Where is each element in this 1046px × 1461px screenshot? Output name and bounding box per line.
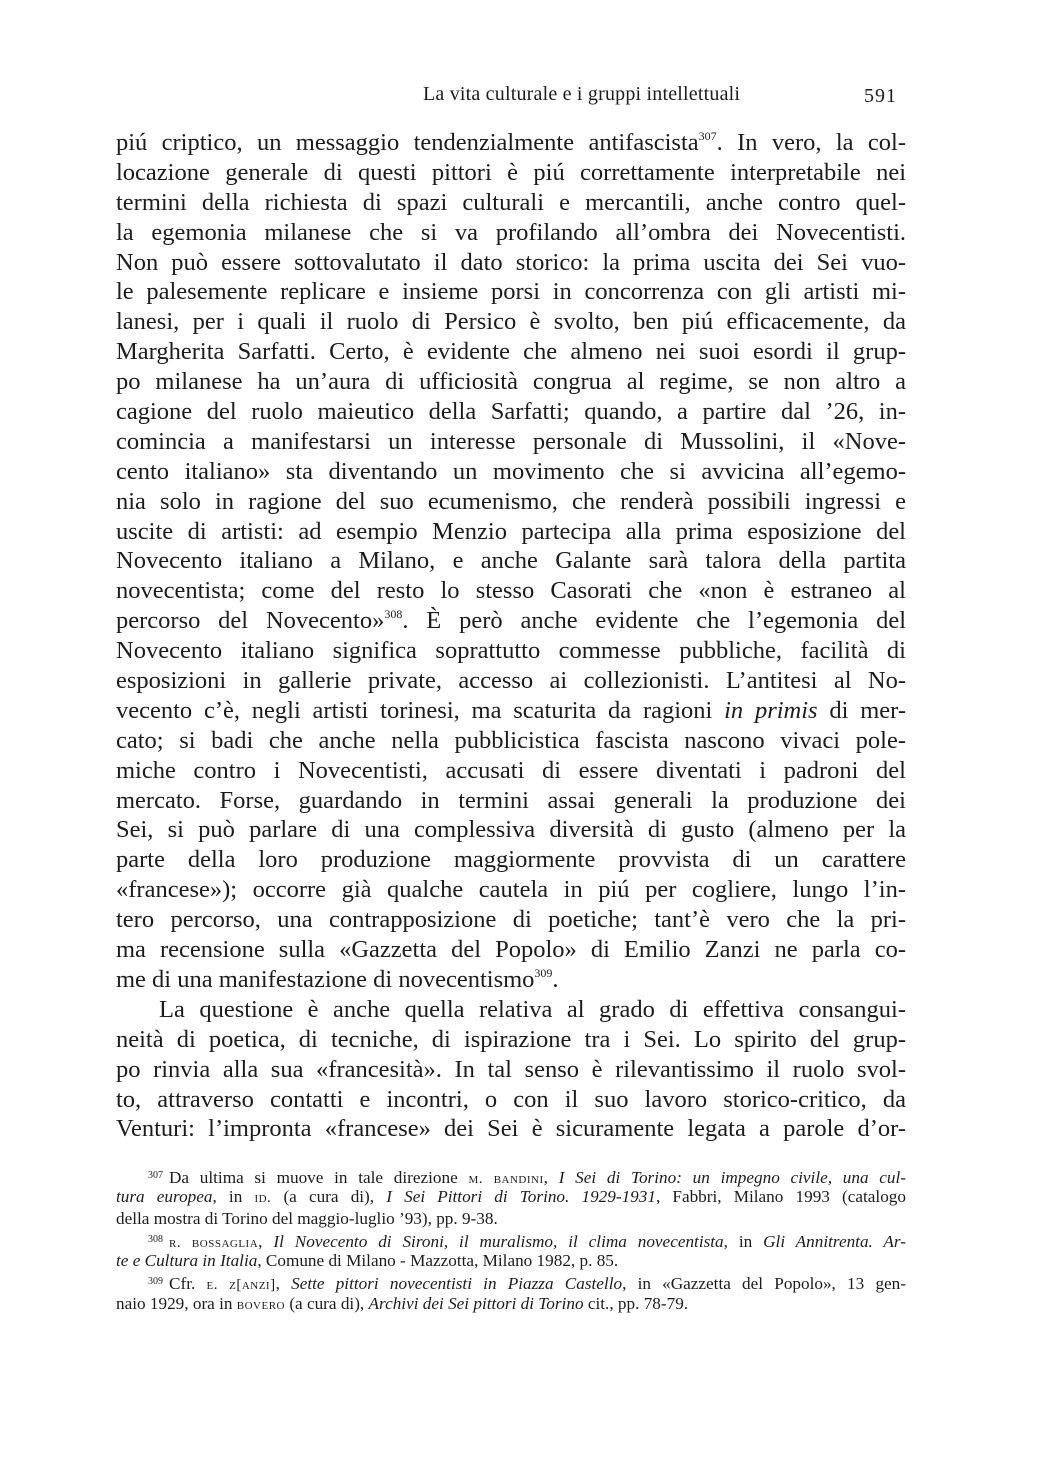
running-header: [0, 83, 1046, 111]
text-line: [116, 606, 906, 636]
author-name: bovero: [236, 1296, 286, 1313]
text-line: La questione è anche quella relativa al grado di effettiva consangui-: [159, 995, 906, 1023]
work-title: tura europea: [116, 1187, 213, 1207]
text-segment: , Comune di Milano - Mazzotta, Milano 1982, p. 85.: [257, 1251, 619, 1271]
text-line: le palesemente replicare e insieme porsi in concorrenza con gli artisti mi-: [116, 278, 906, 306]
text-segment: di mer-: [817, 696, 906, 724]
text-segment: . È però anche evidente che l’egemonia del: [402, 607, 907, 635]
footnote-309-line: [116, 1293, 906, 1314]
text-line: cento italiano» sta diventando un movimento che si avvicina all’egemo-: [116, 457, 906, 485]
footnote-ref-308[interactable]: 308: [384, 607, 403, 622]
footnote-309: [116, 1271, 906, 1292]
text-line: Novecento italiano significa soprattutto commesse pubbliche, facilità di: [116, 637, 906, 665]
work-title: Gli Annitrenta. Ar-: [763, 1231, 907, 1251]
text-line: ma recensione sulla «Gazzetta del Popolo» di Emilio Zanzi ne parla co-: [116, 936, 906, 964]
work-title: te e Cultura in Italia: [116, 1251, 258, 1271]
author-name: r. bossaglia: [169, 1234, 259, 1251]
text-segment: (a cura di),: [285, 1293, 369, 1313]
text-segment: , in: [723, 1231, 764, 1251]
text-line: parte della loro produzione maggiormente provvista di un carattere: [116, 846, 906, 874]
author-name: e. z: [206, 1277, 237, 1294]
footnote-308: [116, 1229, 906, 1250]
author-name: id.: [254, 1190, 272, 1207]
text-segment: percorso del Novecento»: [116, 607, 385, 635]
text-line: esposizioni in gallerie private, accesso ai collezionisti. L’antitesi al No-: [116, 667, 906, 695]
text-line: miche contro i Novecentisti, accusati di essere diventati i padroni del: [116, 756, 906, 784]
text-line: lanesi, per i quali il ruolo di Persico è svolto, ben piú efficacemente, da: [116, 308, 906, 336]
footnote-308-line: [116, 1250, 906, 1271]
text-line: po milanese ha un’aura di ufficiosità congrua al regime, se non altro a: [116, 368, 906, 396]
work-title: I Sei Pittori di Torino. 1929-1931: [386, 1187, 656, 1207]
text-segment: piú criptico, un messaggio tendenzialmente antifascista: [116, 129, 699, 156]
text-line: nia solo in ragione del suo ecumenismo, che renderà possibili ingressi e: [116, 487, 906, 515]
text-line: Margherita Sarfatti. Certo, è evidente che almeno nei suoi esordi il grup-: [116, 338, 906, 366]
text-segment: vecento c’è, negli artisti torinesi, ma scaturita da ragioni: [116, 696, 725, 724]
text-line: cagione del ruolo maieutico della Sarfatti; quando, a partire dal ’26, in-: [116, 398, 906, 426]
text-line: novecentista; come del resto lo stesso Casorati che «non è estraneo al: [116, 577, 906, 605]
text-segment: , in: [212, 1187, 255, 1207]
main-text: [116, 128, 906, 1144]
running-title: La vita culturale e i gruppi intellettuali: [423, 83, 741, 105]
italic-phrase: in primis: [724, 696, 818, 724]
work-title: Il Novecento di Sironi, il muralismo, il clima novecentista: [273, 1231, 724, 1251]
footnote-number: 307: [148, 1170, 163, 1181]
text-segment: . In vero, la col-: [716, 129, 906, 156]
author-name: [anzi]: [236, 1277, 276, 1294]
text-line: locazione generale di questi pittori è piú correttamente interpretabile nei: [116, 158, 906, 186]
work-title: Archivi dei Sei pittori di Torino: [368, 1293, 584, 1313]
text-segment: (a cura di),: [271, 1187, 387, 1207]
text-line: «francese»); occorre già qualche cautela in piú per cogliere, lungo l’in-: [116, 876, 906, 904]
footnote-307-line: [116, 1186, 906, 1207]
text-line: tero percorso, una contrapposizione di poetiche; tant’è vero che la pri-: [116, 906, 906, 934]
footnote-ref-307[interactable]: 307: [698, 129, 717, 143]
text-segment: ,: [543, 1168, 559, 1187]
text-line: cato; si badi che anche nella pubblicistica fascista nascono vivaci pole-: [116, 726, 906, 754]
text-line: termini della richiesta di spazi culturali e mercantili, anche contro quel-: [116, 188, 906, 216]
text-segment: ,: [258, 1231, 274, 1251]
text-line: Non può essere sottovalutato il dato storico: la prima uscita dei Sei vuo-: [116, 248, 906, 276]
footnotes: [116, 1165, 906, 1314]
text-segment: ,: [275, 1274, 292, 1294]
text-line: Sei, si può parlare di una complessiva diversità di gusto (almeno per la: [116, 816, 906, 844]
text-segment: .: [552, 965, 559, 993]
footnote-number: 309: [148, 1276, 163, 1288]
author-name: m. bandini: [468, 1171, 544, 1187]
text-segment: naio 1929, ora in: [116, 1293, 237, 1313]
text-segment: Cfr.: [169, 1274, 207, 1294]
text-segment: cit., pp. 78-79.: [583, 1293, 689, 1313]
text-line: uscite di artisti: ad esempio Menzio partecipa alla prima esposizione del: [116, 517, 906, 545]
text-line: [116, 965, 906, 995]
text-line: po rinvia alla sua «francesità». In tal senso è rilevantissimo il ruolo svol-: [116, 1055, 906, 1083]
footnote-number: 308: [148, 1233, 163, 1245]
text-line: Novecento italiano a Milano, e anche Galante sarà talora della partita: [116, 547, 906, 575]
text-line: [116, 128, 906, 158]
footnote-307-line: della mostra di Torino del maggio-luglio ’93), pp. 9-38.: [116, 1208, 498, 1228]
work-title: Sette pittori novecentisti in Piazza Castello: [291, 1274, 623, 1294]
work-title: I Sei di Torino: un impegno civile, una cul-: [558, 1168, 906, 1187]
text-line: neità di poetica, di tecniche, di ispirazione tra i Sei. Lo spirito del grup-: [116, 1025, 906, 1053]
page-number: 591: [864, 85, 897, 107]
footnote-307: [116, 1165, 906, 1186]
text-segment: , in «Gazzetta del Popolo», 13 gen-: [622, 1274, 906, 1294]
footnote-ref-309[interactable]: 309: [534, 965, 553, 980]
text-segment: Da ultima si muove in tale direzione: [169, 1168, 469, 1187]
text-segment: me di una manifestazione di novecentismo: [116, 965, 535, 993]
text-line: la egemonia milanese che si va profilando all’ombra dei Novecentisti.: [116, 218, 906, 246]
text-line: mercato. Forse, guardando in termini assai generali la produzione dei: [116, 786, 906, 814]
text-segment: , Fabbri, Milano 1993 (catalogo: [655, 1187, 906, 1207]
text-line: Venturi: l’impronta «francese» dei Sei è sicuramente legata a parole d’or-: [116, 1115, 906, 1143]
text-line: [116, 696, 906, 726]
text-line: to, attraverso contatti e incontri, o con il suo lavoro storico-critico, da: [116, 1085, 906, 1113]
text-line: comincia a manifestarsi un interesse personale di Mussolini, il «Nove-: [116, 427, 906, 455]
